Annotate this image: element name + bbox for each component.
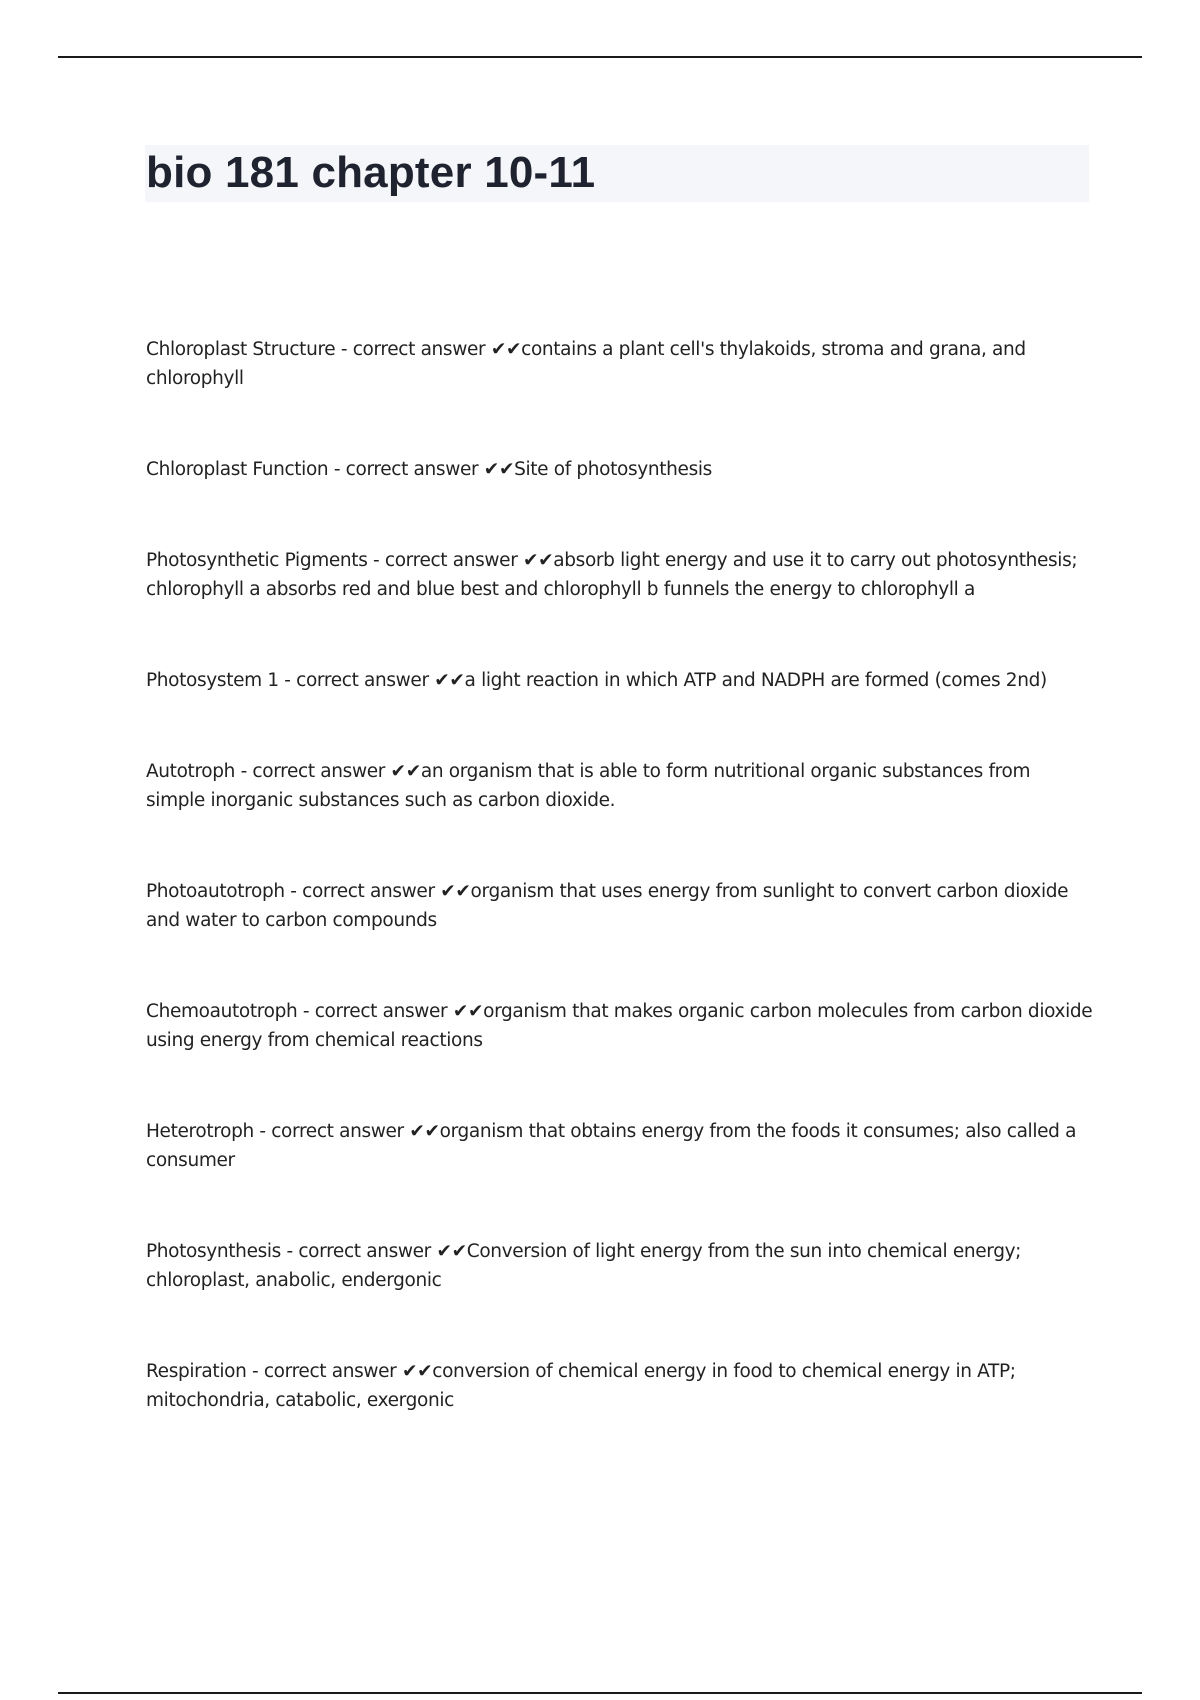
flashcard-entry: Photoautotroph - correct answer ✔✔organism that uses energy from sunlight to convert carbon dioxide and water to carbon compounds xyxy=(146,881,1069,931)
flashcard-entry: Photosynthetic Pigments - correct answer ✔✔absorb light energy and use it to carry out photosynthesis; chlorophyll a absorbs red and blue best and chlorophyll b funnels the energy to chlorophyll a xyxy=(146,550,1078,600)
flashcard-entry: Photosystem 1 - correct answer ✔✔a light reaction in which ATP and NADPH are formed (comes 2nd) xyxy=(146,670,1047,691)
top-rule xyxy=(58,56,1142,58)
bottom-rule xyxy=(58,1692,1142,1694)
flashcard-list xyxy=(146,335,1094,1477)
page-title: bio 181 chapter 10-11 xyxy=(146,148,596,197)
flashcard-entry: Heterotroph - correct answer ✔✔organism that obtains energy from the foods it consumes; also called a consumer xyxy=(146,1121,1077,1171)
flashcard-entry: Chloroplast Structure - correct answer ✔✔contains a plant cell's thylakoids, stroma and grana, and chlorophyll xyxy=(146,339,1026,389)
flashcard-entry: Photosynthesis - correct answer ✔✔Conversion of light energy from the sun into chemical energy; chloroplast, anabolic, endergonic xyxy=(146,1241,1022,1291)
flashcard-entry: Autotroph - correct answer ✔✔an organism that is able to form nutritional organic substances from simple inorganic substances such as carbon dioxide. xyxy=(146,761,1031,811)
flashcard-entry: Respiration - correct answer ✔✔conversion of chemical energy in food to chemical energy in ATP; mitochondria, catabolic, exergonic xyxy=(146,1361,1016,1411)
flashcard-entry: Chloroplast Function - correct answer ✔✔Site of photosynthesis xyxy=(146,459,712,480)
flashcard-entry: Chemoautotroph - correct answer ✔✔organism that makes organic carbon molecules from carbon dioxide using energy from chemical reactions xyxy=(146,1001,1093,1051)
